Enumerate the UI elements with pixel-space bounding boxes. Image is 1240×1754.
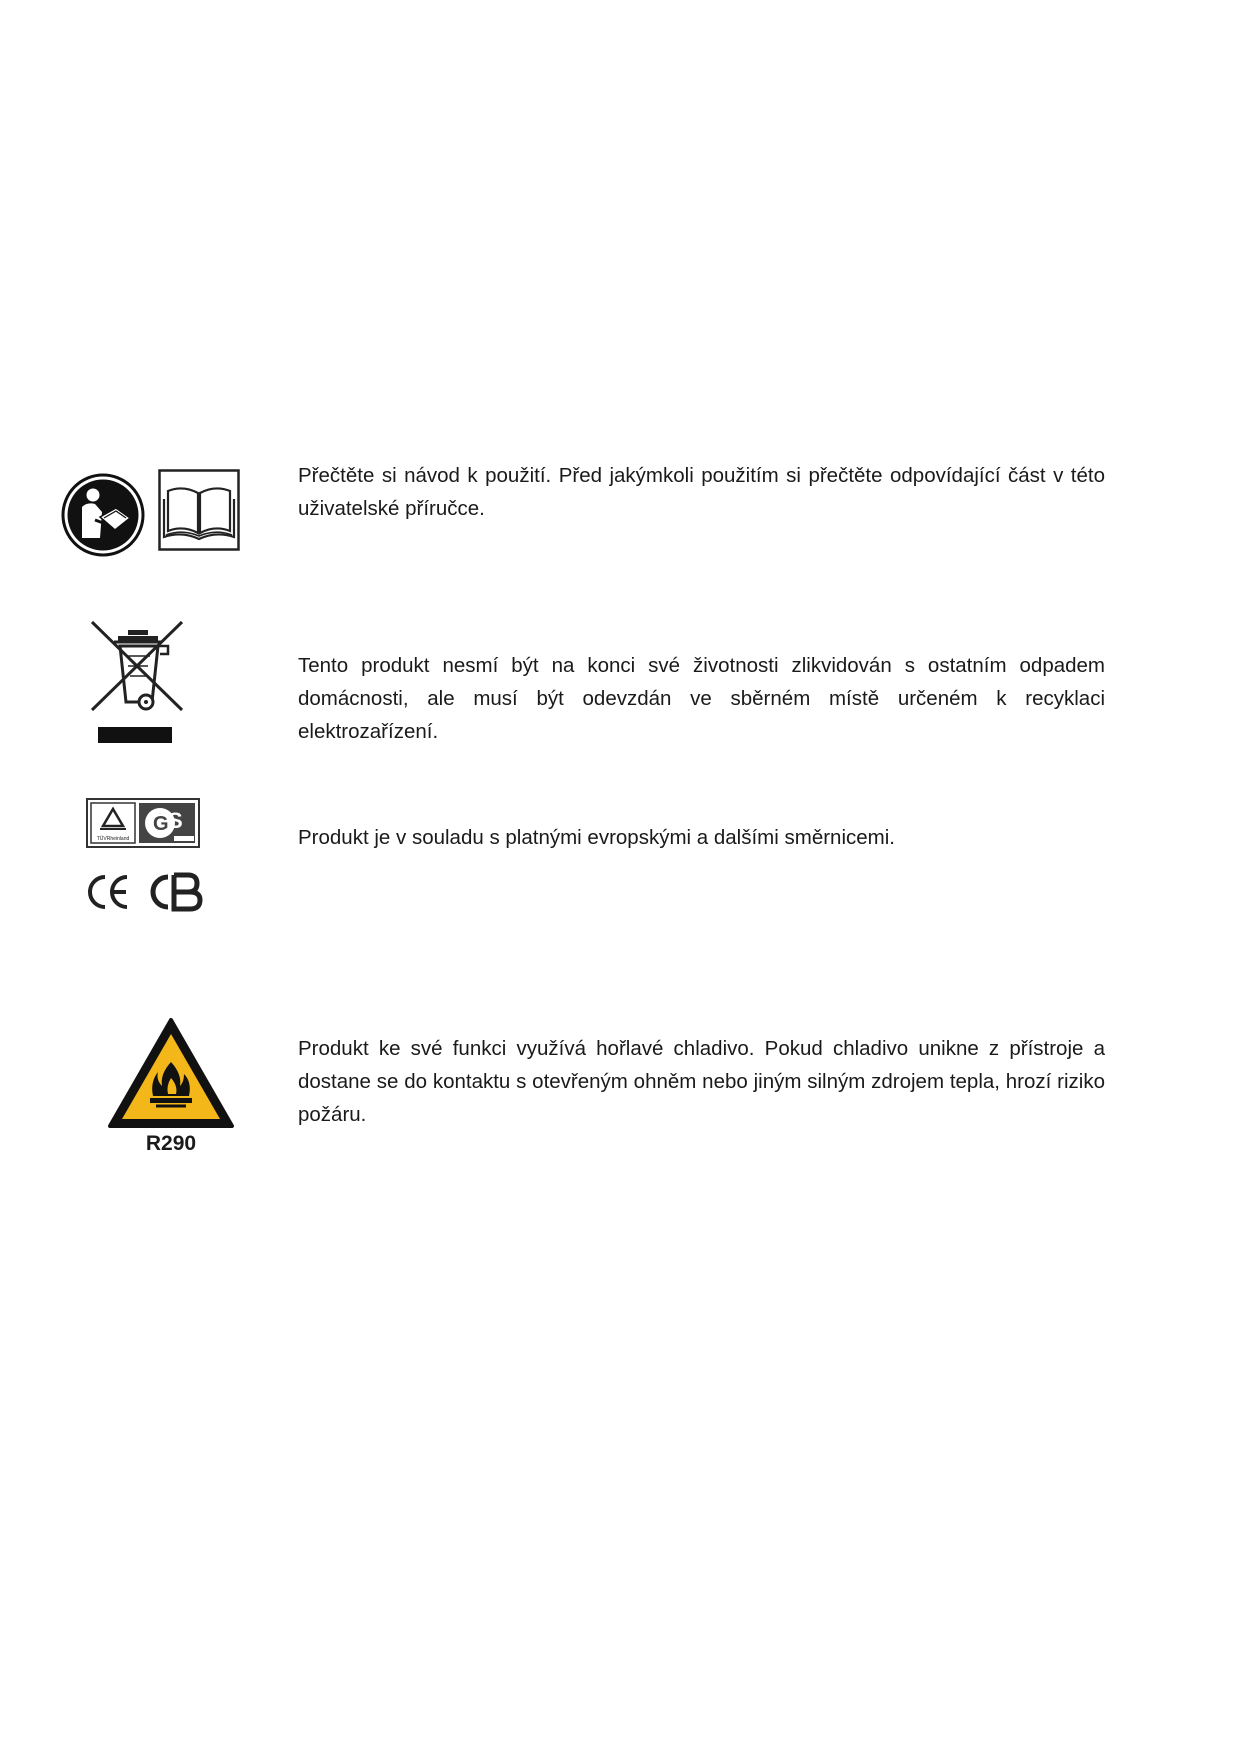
svg-text:G: G xyxy=(153,813,169,835)
open-book-icon xyxy=(158,469,240,551)
svg-text:S: S xyxy=(168,808,183,833)
section-text-compliance: Produkt je v souladu s platnými evropskými a dalšími směrnicemi. xyxy=(298,826,895,849)
tuv-rheinland-gs-mark-icon xyxy=(86,798,200,848)
cb-mark-icon xyxy=(146,872,204,912)
ce-mark-icon xyxy=(86,872,130,912)
crossed-out-wheelie-bin-icon xyxy=(90,620,186,748)
section-text-read-manual: Přečtěte si návod k použití. Před jakýmkoli použitím si přečtěte odpovídající část v této uživatelské příručce. xyxy=(298,464,1105,520)
refrigerant-label: R290 xyxy=(145,1132,197,1155)
svg-text:TÜVRheinland: TÜVRheinland xyxy=(96,836,130,842)
read-manual-person-icon xyxy=(60,472,146,558)
section-text-disposal: Tento produkt nesmí být na konci své životnosti zlikvidován s ostatním odpadem domácnosti, ale musí být odevzdán ve sběrném místě určeném k recyklaci elektrozařízení. xyxy=(298,654,1105,743)
flammable-warning-triangle-icon xyxy=(106,1016,236,1132)
section-text-flammable: Produkt ke své funkci využívá hořlavé chladivo. Pokud chladivo unikne z přístroje a dostane se do kontaktu s otevřeným ohněm nebo jiným silným zdrojem tepla, hrozí riziko požáru. xyxy=(298,1037,1105,1126)
